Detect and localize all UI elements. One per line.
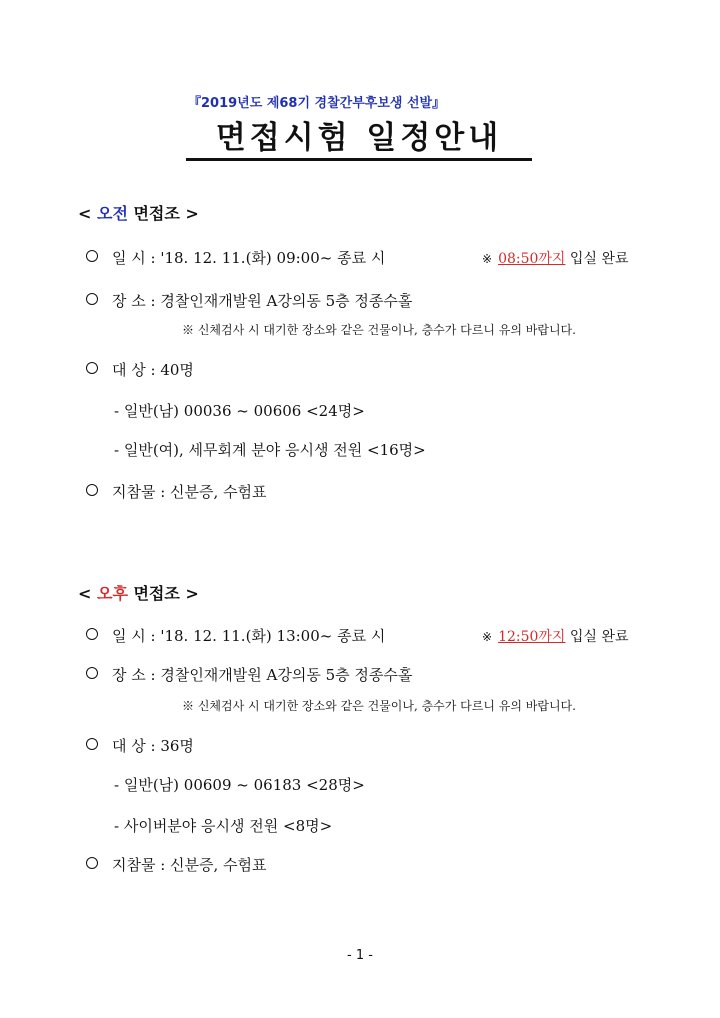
place-text: 장 소 : 경찰인재개발원 A강의동 5층 정종수홀 <box>112 666 413 684</box>
deadline-time: 08:50까지 <box>498 251 566 267</box>
target-text: 대 상 : 40명 <box>112 361 194 379</box>
datetime-text: 일 시 : '18. 12. 11.(화) 09:00~ 종료 시 <box>112 249 386 267</box>
deadline-suffix: 입실 완료 <box>565 251 629 267</box>
section-afternoon-header <box>78 583 199 605</box>
datetime-text: 일 시 : '18. 12. 11.(화) 13:00~ 종료 시 <box>112 627 386 645</box>
group-label: 면접조 > <box>127 584 199 603</box>
morning-place-note: ※ 신체검사 시 대기한 장소와 같은 건물이나, 층수가 다르니 유의 바랍니다. <box>182 323 576 337</box>
items-text: 지참물 : 신분증, 수험표 <box>112 483 267 501</box>
document-title: 면접시험 일정안내 <box>215 120 503 156</box>
reference-mark-icon: ※ <box>482 630 493 644</box>
deadline-suffix: 입실 완료 <box>565 629 629 645</box>
section-morning-header <box>78 203 199 225</box>
group-label: 면접조 > <box>127 204 199 223</box>
target-text: 대 상 : 36명 <box>112 737 194 755</box>
circle-bullet-icon <box>86 628 98 640</box>
reference-mark-icon: ※ <box>482 252 493 266</box>
afternoon-target-item: - 사이버분야 응시생 전원 <8명> <box>114 817 333 835</box>
morning-target-item: - 일반(여), 세무회계 분야 응시생 전원 <16명> <box>114 441 426 459</box>
page-number: - 1 - <box>347 948 373 963</box>
morning-items <box>86 481 267 503</box>
afternoon-items <box>86 854 267 876</box>
deadline-time: 12:50까지 <box>498 629 566 645</box>
document-subtitle: 『2019년도 제68기 경찰간부후보생 선발』 <box>188 96 446 111</box>
circle-bullet-icon <box>86 738 98 750</box>
afternoon-place <box>86 664 412 686</box>
circle-bullet-icon <box>86 667 98 679</box>
afternoon-target <box>86 735 194 757</box>
afternoon-datetime <box>86 625 385 647</box>
morning-place <box>86 290 412 312</box>
morning-deadline-note <box>482 248 628 270</box>
morning-target <box>86 359 194 381</box>
items-text: 지참물 : 신분증, 수험표 <box>112 856 267 874</box>
bracket-open: < <box>78 204 97 223</box>
morning-datetime <box>86 247 385 269</box>
afternoon-deadline-note <box>482 626 628 648</box>
period-label-afternoon: 오후 <box>96 584 128 603</box>
afternoon-place-note: ※ 신체검사 시 대기한 장소와 같은 건물이나, 층수가 다르니 유의 바랍니다. <box>182 699 576 713</box>
morning-target-item: - 일반(남) 00036 ~ 00606 <24명> <box>114 402 365 420</box>
title-underline <box>186 158 532 161</box>
circle-bullet-icon <box>86 293 98 305</box>
afternoon-target-item: - 일반(남) 00609 ~ 06183 <28명> <box>114 776 365 794</box>
place-text: 장 소 : 경찰인재개발원 A강의동 5층 정종수홀 <box>112 292 413 310</box>
period-label-morning: 오전 <box>96 204 128 223</box>
circle-bullet-icon <box>86 362 98 374</box>
circle-bullet-icon <box>86 250 98 262</box>
circle-bullet-icon <box>86 857 98 869</box>
bracket-open: < <box>78 584 97 603</box>
circle-bullet-icon <box>86 484 98 496</box>
